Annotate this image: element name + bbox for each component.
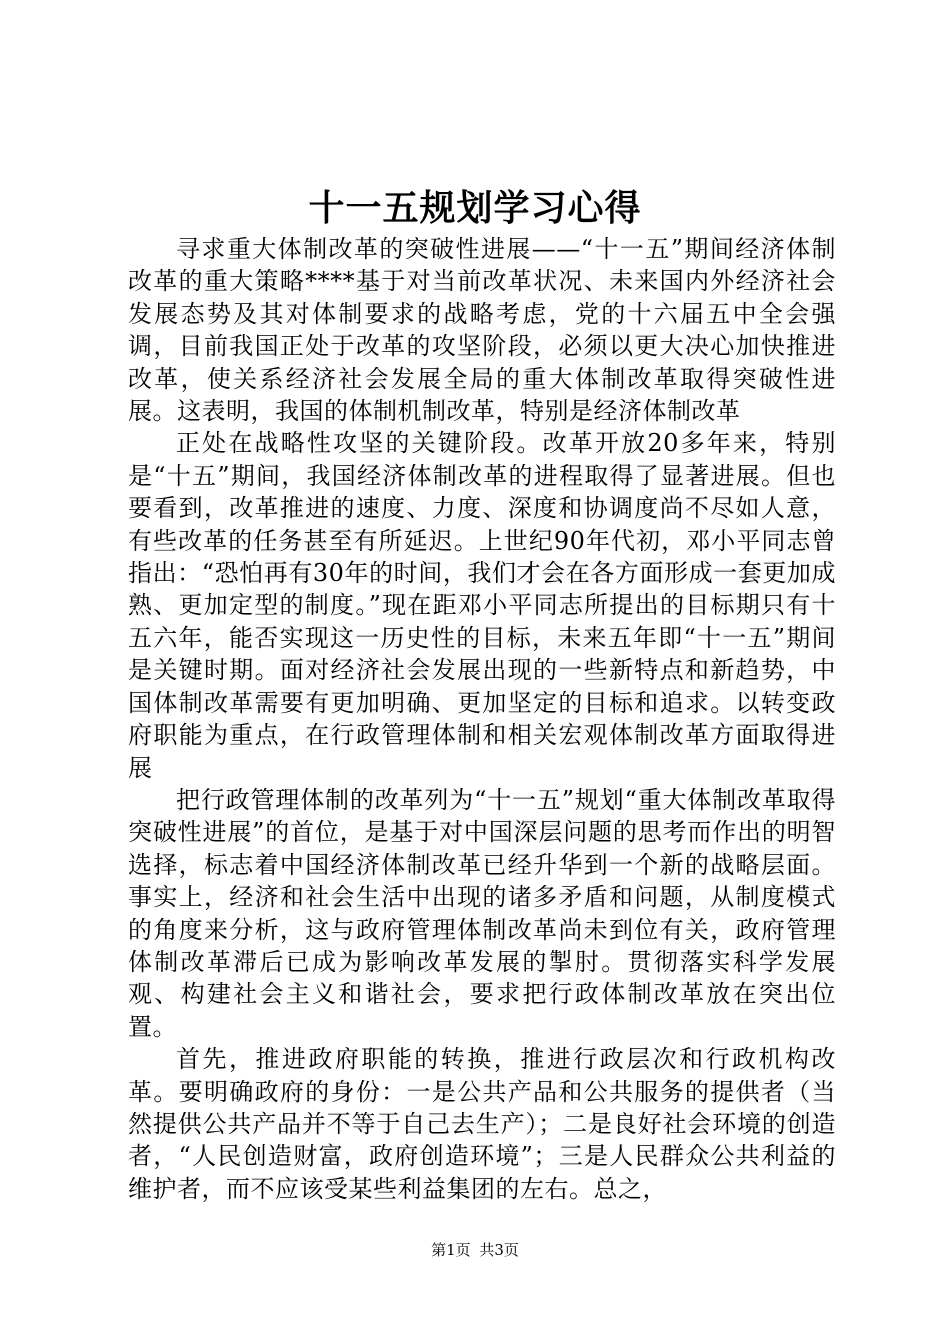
document-body [128, 233, 836, 1205]
paragraph-4: 首先，推进政府职能的转换，推进行政层次和行政机构改革。要明确政府的身份：一是公共产品和公共服务的提供者（当然提供公共产品并不等于自己去生产）；二是良好社会环境的创造者，“人民创造财富，政府创造环境”；三是人民群众公共利益的维护者，而不应该受某些利益集团的左右。总之， [128, 1045, 836, 1203]
page-number: 第1页 [431, 1241, 471, 1259]
page-total: 共3页 [479, 1241, 519, 1259]
document-title: 十一五规划学习心得 [308, 187, 642, 229]
paragraph-2: 正处在战略性攻坚的关键阶段。改革开放20多年来，特别是“十五”期间，我国经济体制改革的进程取得了显著进展。但也要看到，改革推进的速度、力度、深度和协调度尚不尽如人意，有些改革的任务甚至有所延迟。上世纪90年代初，邓小平同志曾指出：“恐怕再有30年的时间，我们才会在各方面形成一套更加成熟、更加定型的制度。”现在距邓小平同志所提出的目标期只有十五六年，能否实现这一历史性的目标，未来五年即“十一五”期间是关键时期。面对经济社会发展出现的一些新特点和新趋势，中国体制改革需要有更加明确、更加坚定的目标和追求。以转变政府职能为重点，在行政管理体制和相关宏观体制改革方面取得进展 [128, 429, 836, 782]
paragraph-3: 把行政管理体制的改革列为“十一五”规划“重大体制改革取得突破性进展”的首位，是基于对中国深层问题的思考而作出的明智选择，标志着中国经济体制改革已经升华到一个新的战略层面。事实上，经济和社会生活中出现的诸多矛盾和问题，从制度模式的角度来分析，这与政府管理体制改革尚未到位有关，政府管理体制改革滞后已成为影响改革发展的掣肘。贯彻落实科学发展观、构建社会主义和谐社会，要求把行政体制改革放在突出位置。 [128, 785, 836, 1041]
paragraph-1: 寻求重大体制改革的突破性进展——“十一五”期间经济体制改革的重大策略****基于对当前改革状况、未来国内外经济社会发展态势及其对体制要求的战略考虑，党的十六届五中全会强调，目前我国正处于改革的攻坚阶段，必须以更大决心加快推进改革，使关系经济社会发展全局的重大体制改革取得突破性进展。这表明，我国的体制机制改革，特别是经济体制改革 [128, 235, 836, 426]
page-footer [0, 1240, 950, 1260]
